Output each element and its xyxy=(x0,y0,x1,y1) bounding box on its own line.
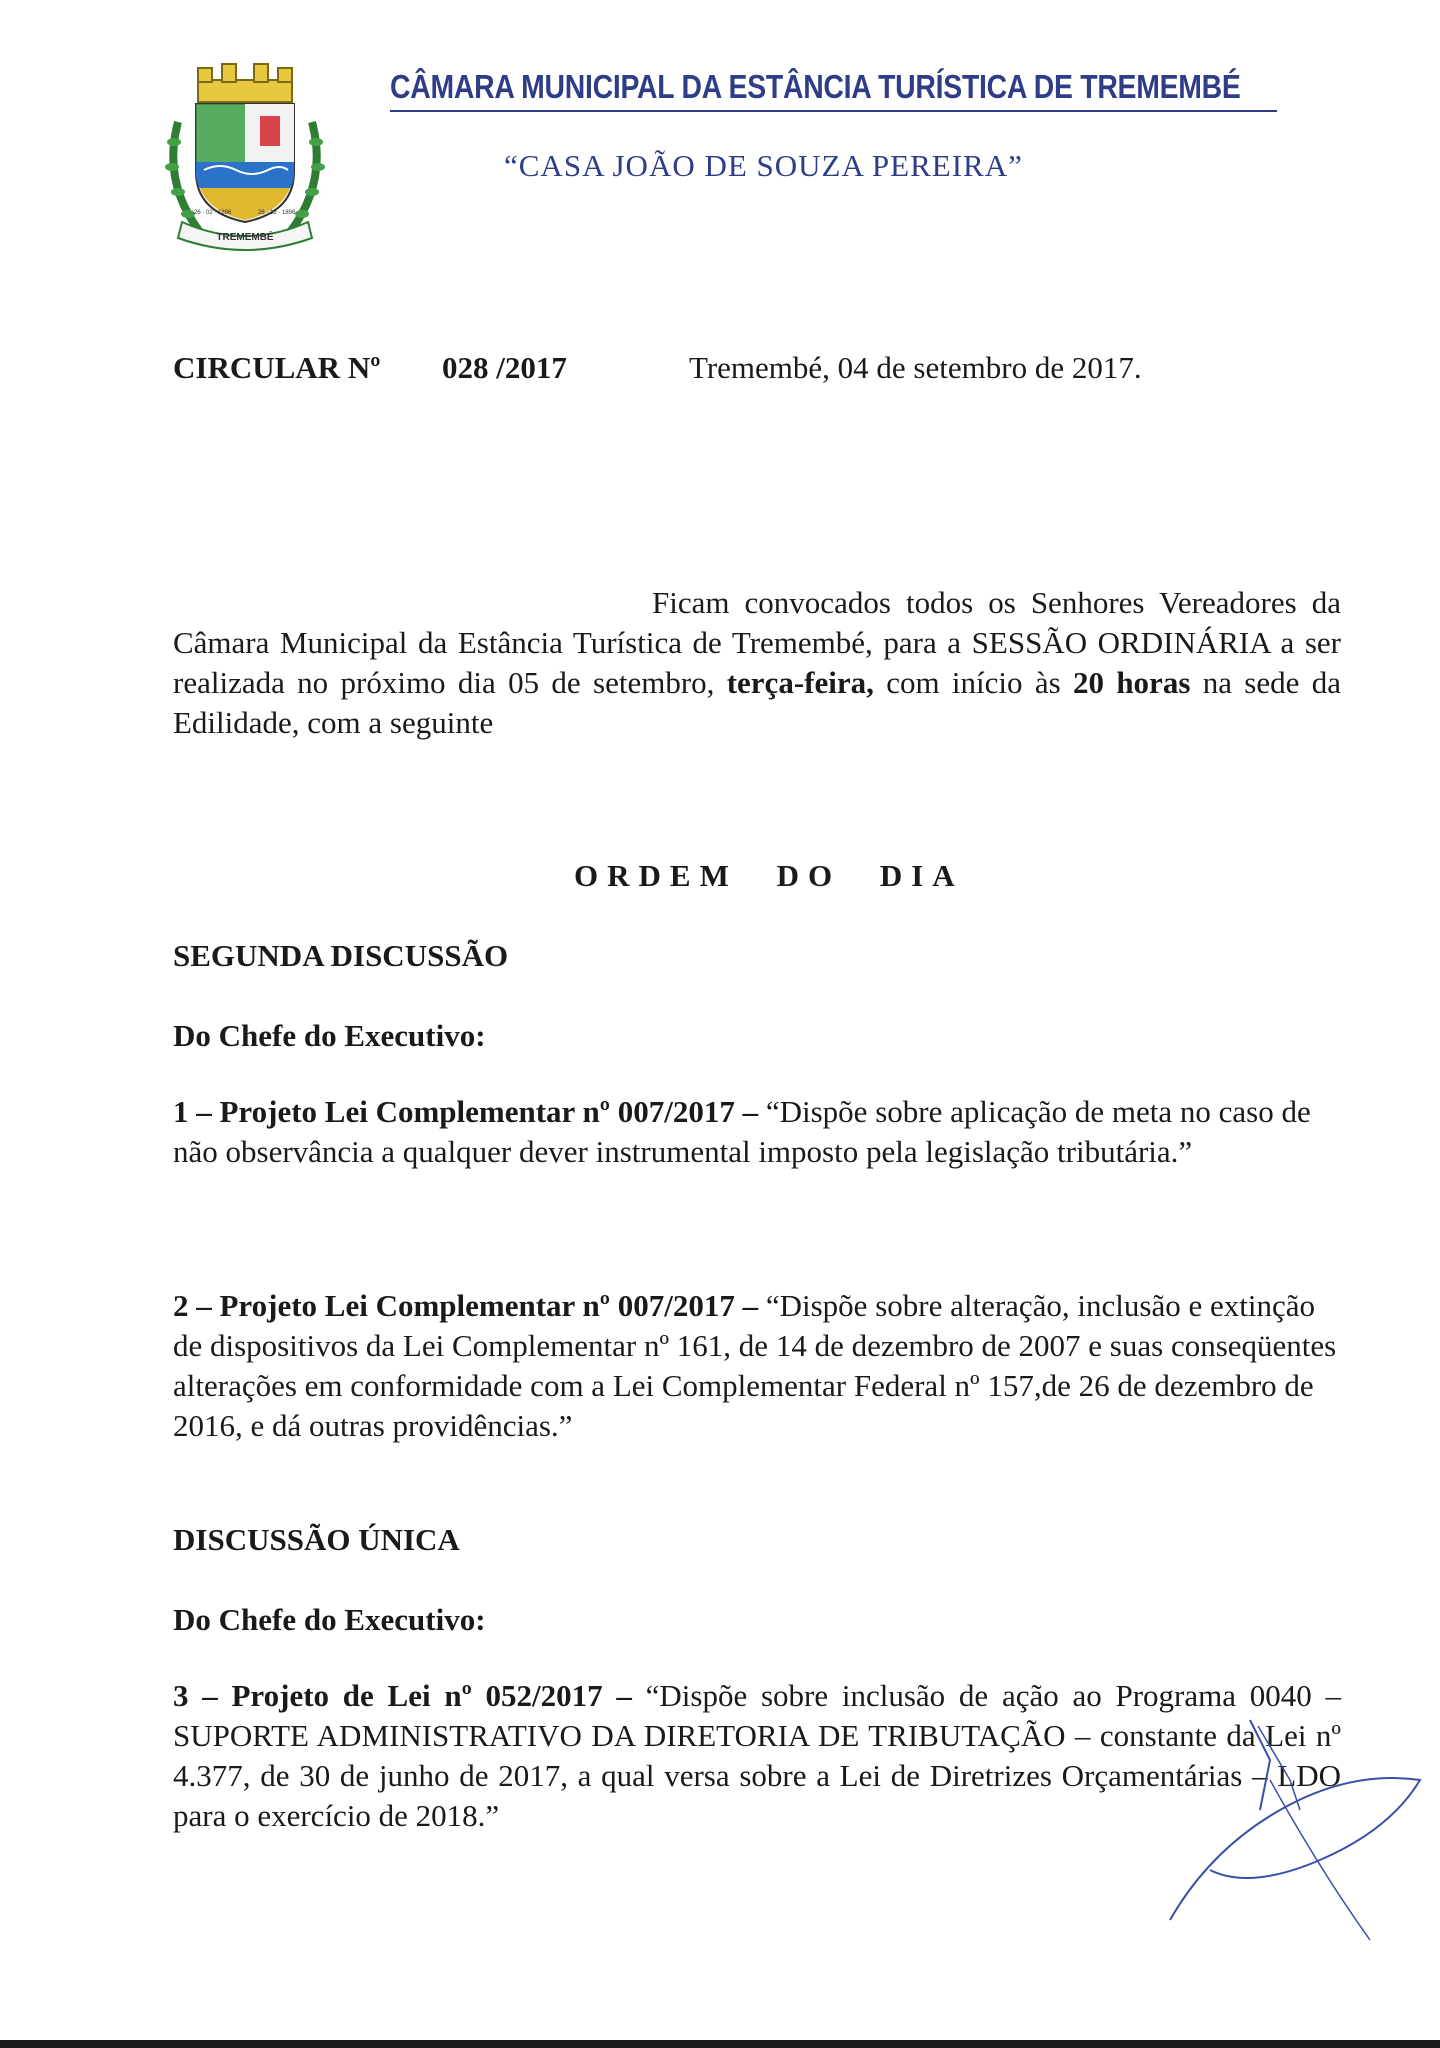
header-underline xyxy=(390,110,1277,112)
intro-time: 20 horas xyxy=(1072,665,1191,700)
circular-date: Tremembé, 04 de setembro de 2017. xyxy=(689,350,1142,385)
intro-weekday: terça-feira, xyxy=(726,665,874,700)
intro-text-3: na sede da Edilidade, com a seguinte xyxy=(173,665,1341,740)
intro-text-1: Ficam convocados todos os Senhores Vereadores da Câmara Municipal da Estância Turística de Tremembé, para a SESSÃO ORDINÁRIA a ser realizada no próximo dia 05 de setembro, xyxy=(173,585,1341,700)
agenda-title: ORDEM DO DIA xyxy=(574,858,964,893)
circular-label: CIRCULAR Nº xyxy=(173,350,381,385)
agenda-item-3-text: “Dispõe sobre inclusão de ação ao Programa 0040 – SUPORTE ADMINISTRATIVO DA DIRETORIA DE TRIBUTAÇÃO – constante da Lei nº 4.377, de 30 de junho de 2017, a qual versa sobre a Lei de Diretrizes Orçamentárias – LDO para o exercício de 2018.” xyxy=(173,1678,1341,1833)
agenda-item-3-heading: 3 – Projeto de Lei nº 052/2017 – xyxy=(173,1678,632,1713)
institution-subtitle: “CASA JOÃO DE SOUZA PEREIRA” xyxy=(504,148,1023,183)
institution-name: CÂMARA MUNICIPAL DA ESTÂNCIA TURÍSTICA DE TREMEMBÉ xyxy=(390,68,1241,105)
agenda-item-2-text: “Dispõe sobre alteração, inclusão e extinção de dispositivos da Lei Complementar nº 161, de 14 de dezembro de 2007 e suas conseqüentes alterações em conformidade com a Lei Complementar Federal nº 157,de 26 de dezembro de 2016, e dá outras providências.” xyxy=(173,1288,1337,1443)
agenda-item-1-heading: 1 – Projeto Lei Complementar nº 007/2017 – xyxy=(173,1094,759,1129)
agenda-item-2 xyxy=(173,1286,1341,1446)
section-from-executive-2: Do Chefe do Executivo: xyxy=(173,1602,486,1637)
section-from-executive-1: Do Chefe do Executivo: xyxy=(173,1018,486,1053)
crest-date-right: 26 · 12 · 1896 xyxy=(258,210,296,216)
agenda-item-1 xyxy=(173,1092,1341,1172)
agenda-item-2-heading: 2 – Projeto Lei Complementar nº 007/2017 – xyxy=(173,1288,759,1323)
crest-banner-text: TREMEMBÉ xyxy=(216,232,274,243)
agenda-item-1-text: “Dispõe sobre aplicação de meta no caso de não observância a qualquer dever instrumental imposto pela legislação tributária.” xyxy=(173,1094,1311,1169)
intro-text-2: com início às xyxy=(873,665,1073,700)
section-second-discussion: SEGUNDA DISCUSSÃO xyxy=(173,938,509,973)
municipal-crest-logo xyxy=(160,62,330,258)
crest-date-left: 26 · 02 · 1896 xyxy=(194,210,232,216)
scan-bottom-edge xyxy=(0,2040,1440,2048)
convocation-paragraph xyxy=(173,583,1341,743)
handwritten-signature xyxy=(1150,1450,1440,1970)
circular-number: 028 /2017 xyxy=(442,350,567,385)
section-single-discussion: DISCUSSÃO ÚNICA xyxy=(173,1522,460,1557)
